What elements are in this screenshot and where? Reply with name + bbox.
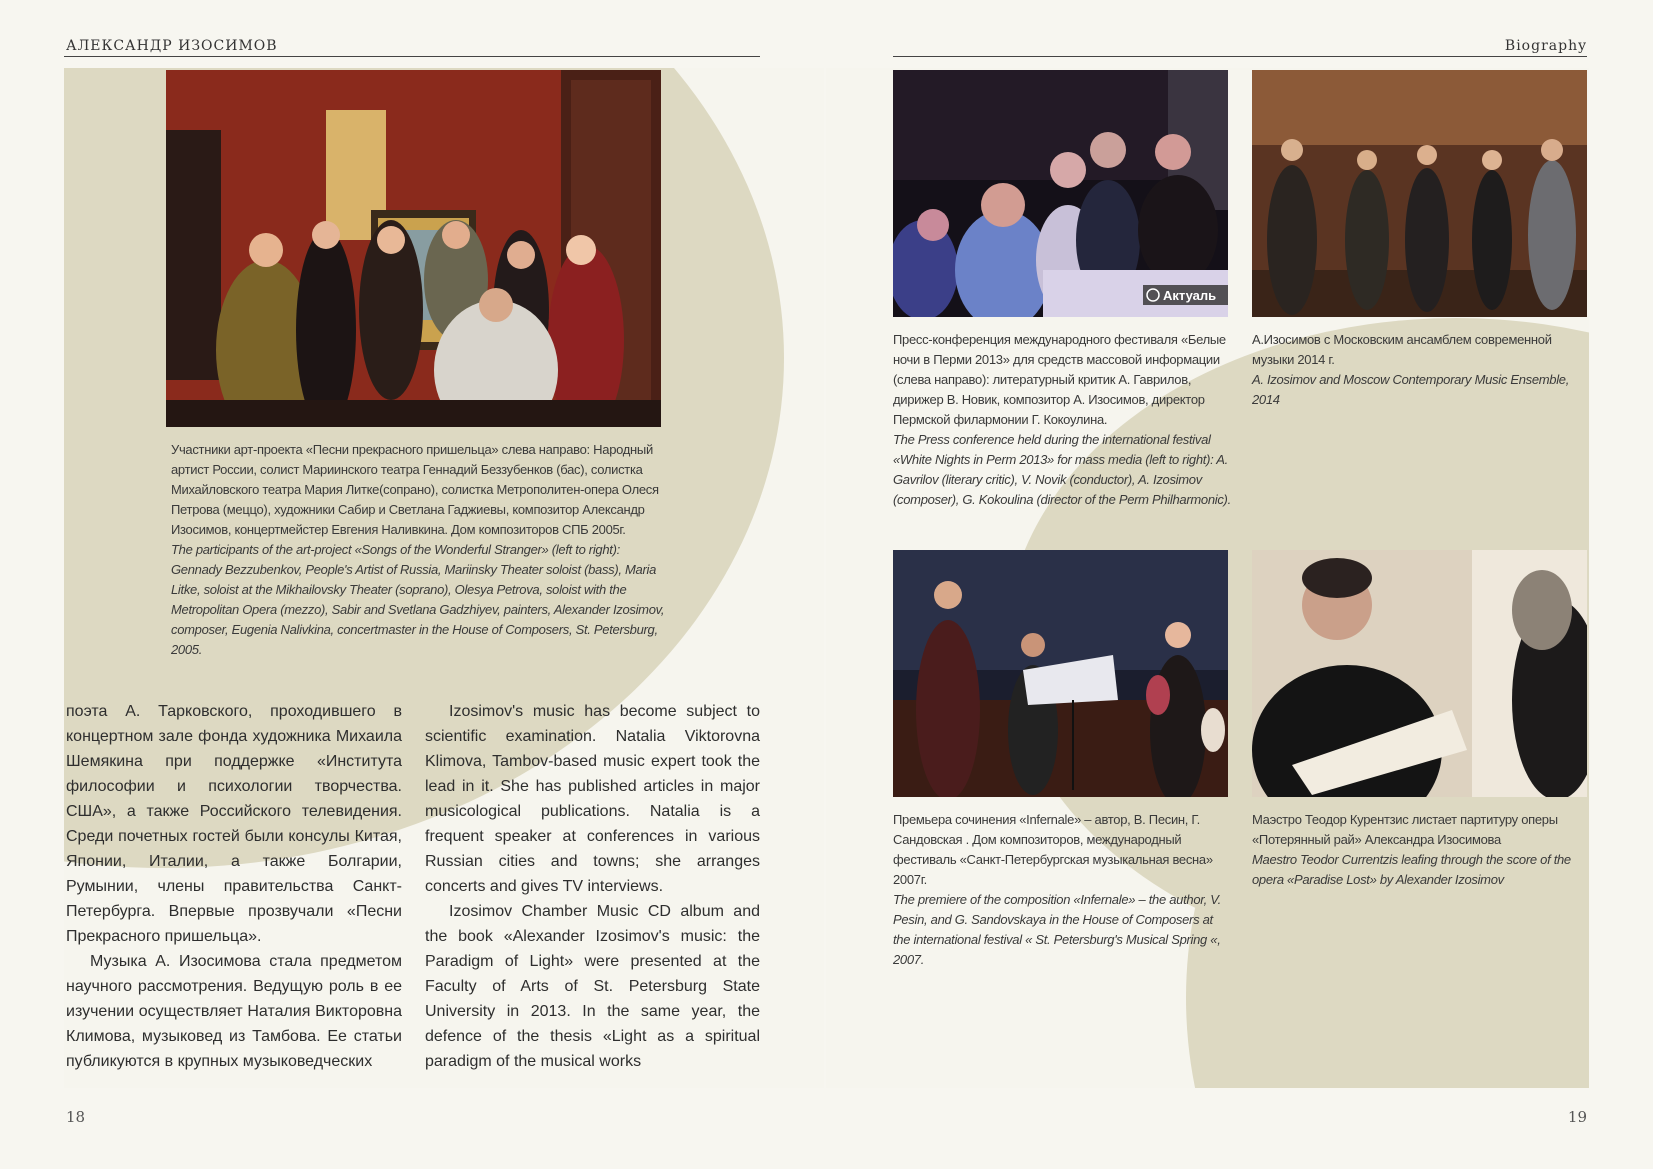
right-header-rule [893,56,1587,57]
watermark-text: Актуаль [1163,288,1217,303]
body-column-russian [66,699,402,1074]
caption-english: A. Izosimov and Moscow Contemporary Music Ensemble, 2014 [1252,372,1570,407]
paragraph: поэта А. Тарковского, проходившего в концертном зале фонда художника Михаила Шемякина при поддержке «Института философии и психологии творчества. США», а также Российского телевидения. Среди почетных гостей были консулы Китая, Японии, Италии, а также Болгарии, Румынии, члены правительства Санкт-Петербурга. Впервые прозвучали «Песни Прекрасного пришельца». [66,703,402,945]
left-header-rule [64,56,760,57]
caption-english: Maestro Teodor Currentzis leafing through the score of the opera «Paradise Lost» by Alexander Izosimov [1252,852,1571,887]
photo-art-project-participants [166,70,661,427]
caption-english: The participants of the art-project «Songs of the Wonderful Stranger» (left to right): Gennady Bezzubenkov, People's Artist of Russia, Mariinsky Theater soloist (bass), Maria Litke, soloist at the Mikhailovsky Theater (soprano), Olesya Petrova, soloist with the Metropolitan Opera (mezzo), Sabir and Svetlana Gadzhiyev, painters, Alexander Izosimov, composer, Eugenia Nalivkina, concertmaster in the House of Composers, St. Petersburg, 2005. [171,542,665,657]
caption-russian: А.Изосимов с Московским ансамблем современной музыки 2014 г. [1252,332,1552,367]
body-column-english [425,699,760,1074]
caption-infernale-premiere [893,810,1228,970]
caption-english: The premiere of the composition «Infernale» – the author, V. Pesin, and G. Sandovskaya in the House of Composers at the international festival « St. Petersburg's Musical Spring «, 2007. [893,892,1221,967]
caption-russian: Пресс-конференция международного фестиваля «Белые ночи в Перми 2013» для средств массовой информации (слева направо): литературный критик А. Гаврилов, дирижер В. Новик, композитор А. Изосимов, директор Пермской филармонии Г. Кокоулина. [893,332,1226,427]
paragraph: Музыка А. Изосимова стала предметом научного рассмотрения. Ведущую роль в ее изучении осуществляет Наталия Викторовна Климова, музыковед из Тамбова. Ее статьи публикуются в крупных музыковедческих [66,953,402,1070]
paragraph: Izosimov's music has become subject to scientific examination. Natalia Viktorovna Klimova, Tambov-based music expert took the lead in it. She has published articles in major musicological publications. Natalia is a frequent speaker at conferences in various Russian cities and towns; she arranges concerts and gives TV interviews. [425,703,760,895]
page-number-right: 19 [1567,1108,1587,1126]
caption-currentzis-score [1252,810,1587,890]
photo-infernale-premiere [893,550,1228,797]
caption-press-conference [893,330,1233,510]
caption-russian: Маэстро Теодор Курентзис листает партитуру оперы «Потерянный рай» Александра Изосимова [1252,812,1558,847]
paragraph: Izosimov Chamber Music CD album and the book «Alexander Izosimov's music: the Paradigm of Light» were presented at the Faculty of Arts of St. Petersburg State University in 2013. In the same year, the defence of the thesis «Light as a spiritual paradigm of the musical works [425,903,760,1070]
caption-english: The Press conference held during the international festival «White Nights in Perm 2013» for mass media (left to right): A. Gavrilov (literary critic), V. Novik (conductor), A. Izosimov (composer), G. Kokoulina (director of the Perm Philharmonic). [893,432,1231,507]
caption-russian: Участники арт-проекта «Песни прекрасного пришельца» слева направо: Народный артист России, солист Мариинского театра Геннадий Беззубенков (бас), солистка Михайловского театра Мария Литке(сопрано), солистка Метрополитен-опера Олеся Петрова (меццо), художники Сабир и Светлана Гаджиевы, композитор Александр Изосимов, концертмейстер Евгения Наливкина. Дом композиторов СПБ 2005г. [171,442,659,537]
caption-russian: Премьера сочинения «Infernale» – автор, В. Песин, Г. Сандовская . Дом композиторов, международный фестиваль «Санкт-Петербургская музыкальная весна» 2007г. [893,812,1213,887]
caption-moscow-ensemble [1252,330,1587,410]
right-running-header: Biography [1504,38,1587,54]
photo-press-conference [893,70,1228,317]
left-running-header: АЛЕКСАНДР ИЗОСИМОВ [66,38,278,54]
page-number-left: 18 [66,1108,86,1126]
photo-currentzis-score [1252,550,1587,797]
photo-caption-left [171,440,669,660]
photo-moscow-ensemble [1252,70,1587,317]
